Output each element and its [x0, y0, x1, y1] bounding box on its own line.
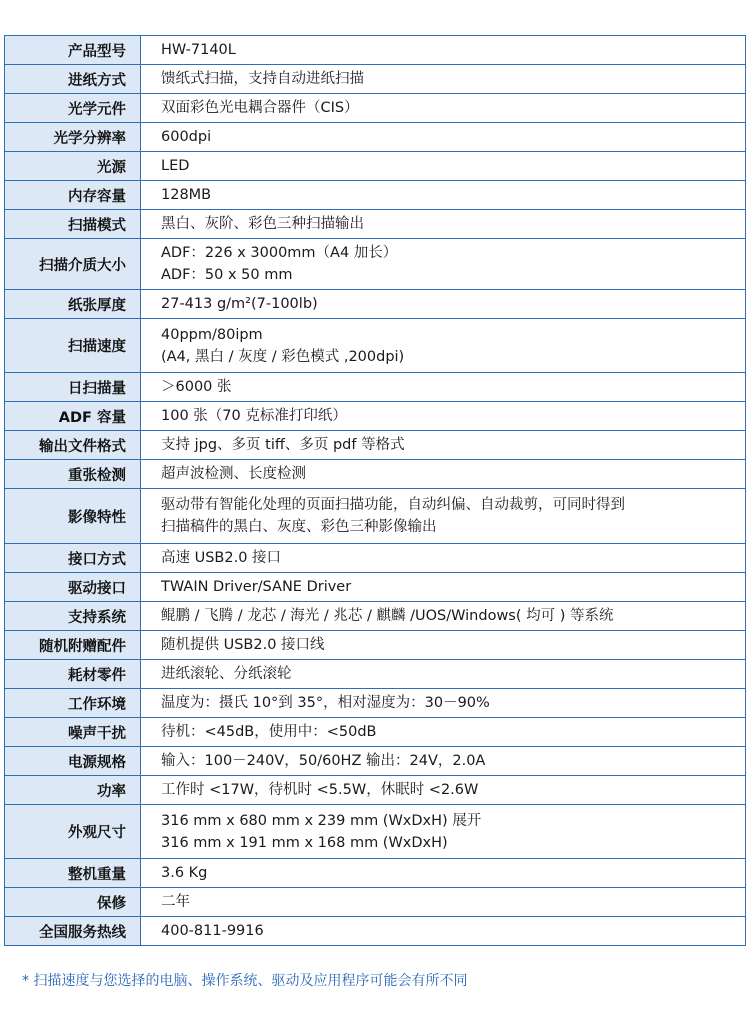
spec-label: 扫描介质大小	[5, 239, 141, 290]
spec-value	[141, 917, 746, 946]
spec-value	[141, 747, 746, 776]
spec-row	[5, 65, 746, 94]
spec-row	[5, 602, 746, 631]
spec-row	[5, 718, 746, 747]
spec-value-line: 黑白、灰阶、彩色三种扫描输出	[161, 216, 364, 232]
spec-value-line: 进纸滚轮、分纸滚轮	[161, 666, 292, 682]
spec-value	[141, 290, 746, 319]
spec-label: 接口方式	[5, 544, 141, 573]
spec-row	[5, 94, 746, 123]
spec-value-line: 输入：100－240V，50/60HZ 输出：24V，2.0A	[161, 753, 486, 769]
spec-row	[5, 776, 746, 805]
spec-row	[5, 544, 746, 573]
spec-label: 整机重量	[5, 859, 141, 888]
spec-value-line: 27-413 g/m²(7-100lb)	[161, 296, 318, 312]
spec-value-line: 316 mm x 680 mm x 239 mm (WxDxH) 展开	[161, 812, 482, 829]
spec-row	[5, 210, 746, 239]
spec-label: 输出文件格式	[5, 431, 141, 460]
spec-value	[141, 573, 746, 602]
spec-value-line: 超声波检测、长度检测	[161, 466, 306, 482]
spec-row	[5, 123, 746, 152]
spec-row	[5, 36, 746, 65]
spec-label: 电源规格	[5, 747, 141, 776]
spec-value	[141, 631, 746, 660]
spec-row	[5, 573, 746, 602]
spec-row	[5, 805, 746, 859]
spec-value	[141, 888, 746, 917]
spec-label: 功率	[5, 776, 141, 805]
spec-label: 随机附赠配件	[5, 631, 141, 660]
spec-value	[141, 65, 746, 94]
spec-value	[141, 689, 746, 718]
spec-value-line: 待机：<45dB，使用中：<50dB	[161, 724, 377, 740]
spec-row	[5, 373, 746, 402]
spec-label: 光学元件	[5, 94, 141, 123]
spec-value-line: 40ppm/80ipm	[161, 326, 263, 343]
spec-row	[5, 152, 746, 181]
spec-value-line: TWAIN Driver/SANE Driver	[161, 579, 352, 595]
spec-label: 内存容量	[5, 181, 141, 210]
spec-row	[5, 239, 746, 290]
spec-row	[5, 917, 746, 946]
spec-table-body	[5, 36, 746, 946]
spec-value	[141, 94, 746, 123]
spec-row	[5, 290, 746, 319]
spec-value-line: (A4, 黑白 / 灰度 / 彩色模式 ,200dpi)	[161, 348, 405, 365]
spec-label: 外观尺寸	[5, 805, 141, 859]
spec-value-line: ADF：226 x 3000mm（A4 加长）	[161, 245, 398, 261]
spec-label: 保修	[5, 888, 141, 917]
spec-value	[141, 544, 746, 573]
spec-label: 重张检测	[5, 460, 141, 489]
spec-row	[5, 888, 746, 917]
spec-row	[5, 747, 746, 776]
spec-row	[5, 431, 746, 460]
spec-value	[141, 602, 746, 631]
spec-value	[141, 239, 746, 290]
spec-label: 扫描模式	[5, 210, 141, 239]
spec-value	[141, 373, 746, 402]
spec-value-line: 316 mm x 191 mm x 168 mm (WxDxH)	[161, 834, 448, 851]
spec-value-line: 工作时 <17W，待机时 <5.5W，休眠时 <2.6W	[161, 782, 479, 798]
spec-value	[141, 319, 746, 373]
spec-value	[141, 718, 746, 747]
spec-row	[5, 181, 746, 210]
spec-value	[141, 123, 746, 152]
spec-value-line: 温度为：摄氏 10°到 35°，相对湿度为：30－90%	[161, 695, 490, 711]
spec-value-line: 驱动带有智能化处理的页面扫描功能，自动纠偏、自动裁剪，可同时得到	[161, 497, 625, 513]
spec-value-line: 二年	[161, 894, 190, 910]
spec-row	[5, 859, 746, 888]
spec-value-line: 3.6 Kg	[161, 865, 208, 881]
spec-row	[5, 660, 746, 689]
spec-value	[141, 431, 746, 460]
spec-label: 支持系统	[5, 602, 141, 631]
spec-value-line: 支持 jpg、多页 tiff、多页 pdf 等格式	[161, 437, 405, 453]
spec-label: 光学分辨率	[5, 123, 141, 152]
spec-value	[141, 36, 746, 65]
spec-value	[141, 181, 746, 210]
spec-label: 纸张厚度	[5, 290, 141, 319]
spec-value	[141, 805, 746, 859]
spec-value	[141, 210, 746, 239]
spec-label: 扫描速度	[5, 319, 141, 373]
spec-label: 全国服务热线	[5, 917, 141, 946]
spec-label: 日扫描量	[5, 373, 141, 402]
spec-value-line: 扫描稿件的黑白、灰度、彩色三种影像输出	[161, 519, 437, 535]
spec-row	[5, 402, 746, 431]
spec-value	[141, 460, 746, 489]
spec-value-line: 400-811-9916	[161, 923, 264, 939]
spec-value-line: 600dpi	[161, 129, 212, 145]
spec-value-line: 馈纸式扫描，支持自动进纸扫描	[161, 71, 364, 87]
spec-value-line: ADF：50 x 50 mm	[161, 267, 293, 283]
spec-row	[5, 460, 746, 489]
spec-label: ADF 容量	[5, 402, 141, 431]
spec-row	[5, 319, 746, 373]
spec-label: 噪声干扰	[5, 718, 141, 747]
spec-value	[141, 859, 746, 888]
spec-value-line: LED	[161, 158, 190, 174]
spec-label: 工作环境	[5, 689, 141, 718]
spec-value-line: 高速 USB2.0 接口	[161, 550, 282, 566]
spec-label: 耗材零件	[5, 660, 141, 689]
spec-value-line: 128MB	[161, 187, 212, 203]
spec-label: 影像特性	[5, 489, 141, 544]
spec-label: 进纸方式	[5, 65, 141, 94]
spec-label: 光源	[5, 152, 141, 181]
footnote: * 扫描速度与您选择的电脑、操作系统、驱动及应用程序可能会有所不同	[22, 973, 468, 989]
spec-row	[5, 489, 746, 544]
spec-value-line: 100 张（70 克标准打印纸）	[161, 408, 347, 424]
spec-value	[141, 776, 746, 805]
spec-value-line: ＞6000 张	[161, 379, 232, 395]
spec-label: 产品型号	[5, 36, 141, 65]
spec-value	[141, 660, 746, 689]
spec-value-line: 随机提供 USB2.0 接口线	[161, 637, 325, 653]
spec-row	[5, 631, 746, 660]
spec-value	[141, 489, 746, 544]
spec-table	[4, 35, 746, 946]
spec-value-line: HW-7140L	[161, 42, 236, 58]
spec-row	[5, 689, 746, 718]
spec-value-line: 双面彩色光电耦合器件（CIS）	[161, 100, 359, 116]
spec-value-line: 鲲鹏 / 飞腾 / 龙芯 / 海光 / 兆芯 / 麒麟 /UOS/Windows( 均可 ) 等系统	[161, 608, 614, 624]
spec-label: 驱动接口	[5, 573, 141, 602]
spec-value	[141, 152, 746, 181]
spec-value	[141, 402, 746, 431]
